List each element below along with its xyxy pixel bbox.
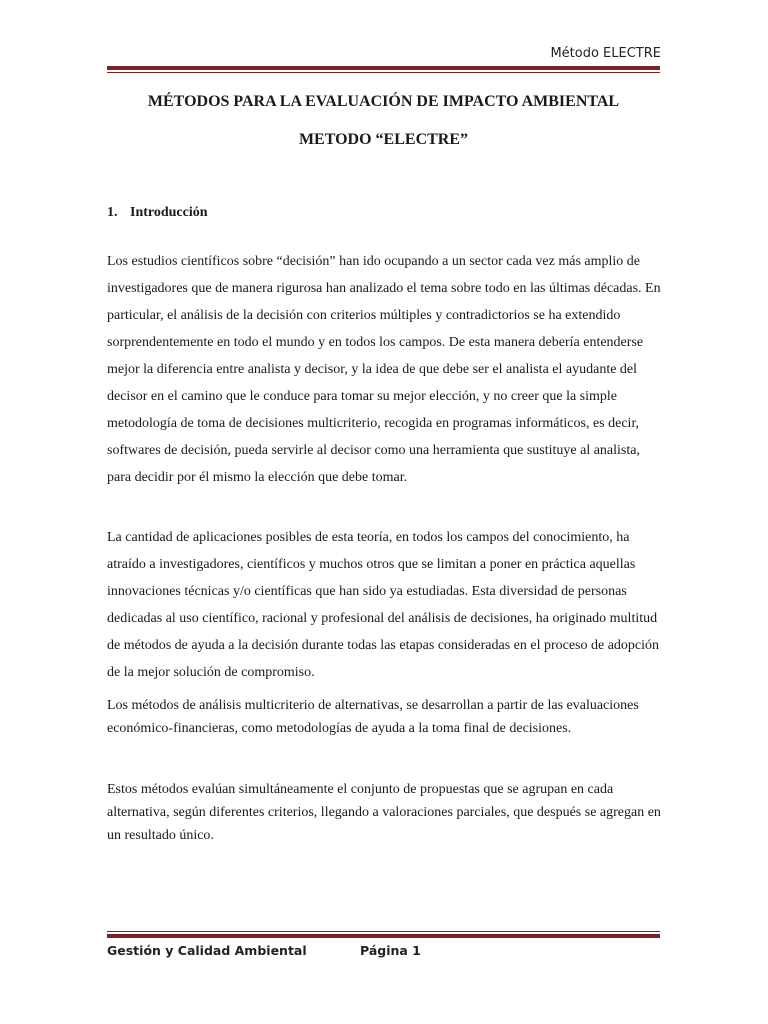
footer-left-text: Gestión y Calidad Ambiental [107,943,307,958]
paragraph-2: La cantidad de aplicaciones posibles de esta teoría, en todos los campos del conocimiento, ha atraído a investigadores, científicos y muchos otros que se limitan a poner en práctica aquellas innovaciones técnicas y/o científicas que han sido ya estudiadas. Esta diversidad de personas dedicadas al uso científico, racional y profesional del análisis de decisiones, ha originado multitud de métodos de ayuda a la decisión durante todas las etapas consideradas en el proceso de adopción de la mejor solución de compromiso. [107,530,660,680]
section-heading-text: Introducción [130,205,208,220]
footer-rule-thin [107,931,660,932]
running-header-title: Método ELECTRE [550,46,661,61]
section-number: 1. [107,205,118,220]
paragraph-3: Los métodos de análisis multicriterio de alternativas, se desarrollan a partir de las evaluaciones económico-financieras, como metodologías de ayuda a la toma final de decisiones. [107,698,639,736]
paragraph-4: Estos métodos evalúan simultáneamente el conjunto de propuestas que se agrupan en cada alternativa, según diferentes criterios, llegando a valoraciones parciales, que después se agregan en un resultado único. [107,782,661,843]
paragraph-1: Los estudios científicos sobre “decisión” han ido ocupando a un sector cada vez más amplio de investigadores que de manera rigurosa han analizado el tema sobre todo en las últimas décadas. En particular, el análisis de la decisión con criterios múltiples y contradictorios se ha extendido sorprendentemente en todo el mundo y en todos los campos. De esta manera debería entenderse mejor la diferencia entre analista y decisor, y la idea de que debe ser el analista el ayudante del decisor en el camino que le conduce para tomar su mejor elección, y no creer que la simple metodología de toma de decisiones multicriterio, recogida en programas informáticos, es decir, softwares de decisión, pueda servirle al decisor como una herramienta que sustituye al analista, para decidir por él mismo la elección que debe tomar. [107,254,661,485]
document-subtitle: METODO “ELECTRE” [298,131,469,148]
header-rule-thin [107,72,660,73]
section-heading [107,205,208,221]
document-title: MÉTODOS PARA LA EVALUACIÓN DE IMPACTO AMBIENTAL [147,93,620,110]
header-rule-thick [107,66,660,70]
page-number: Página 1 [360,943,421,958]
footer-rule-thick [107,934,660,938]
